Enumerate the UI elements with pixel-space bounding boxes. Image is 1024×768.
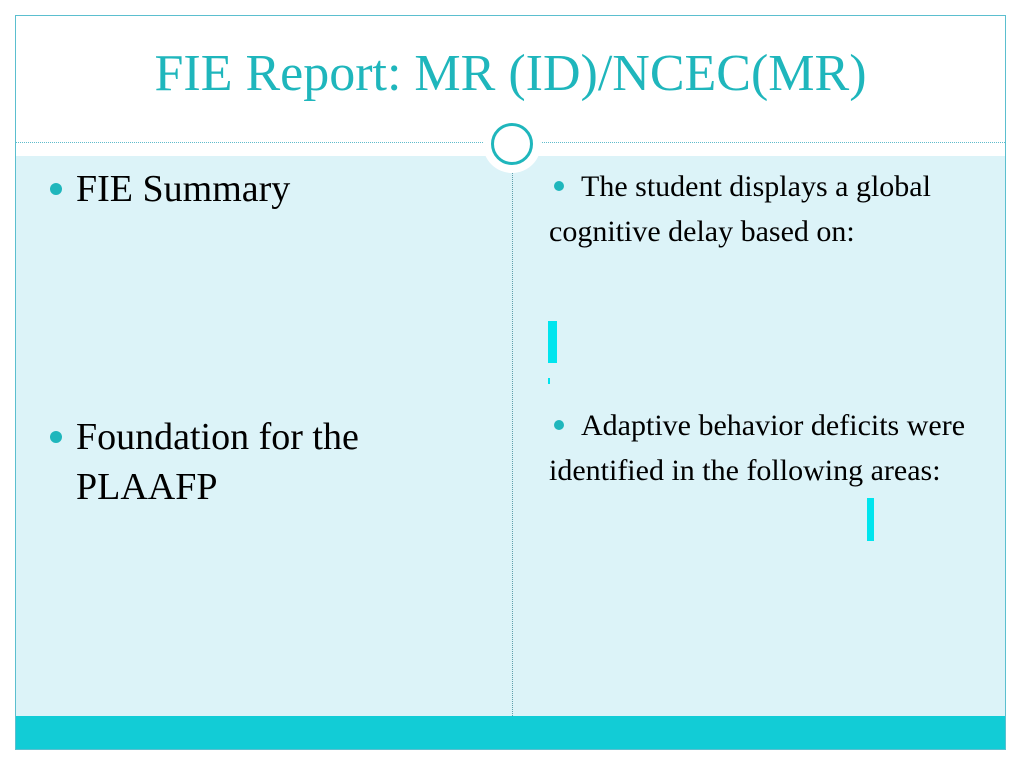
bullet-text: FIE Summary	[76, 168, 291, 210]
bullet-dot-icon	[554, 420, 564, 430]
circle-ornament-icon	[483, 115, 541, 173]
text-cursor-marker	[867, 498, 874, 541]
text-cursor-marker	[548, 321, 557, 363]
bullet-dot-icon	[50, 431, 62, 443]
column-divider	[512, 156, 513, 716]
bullet-dot-icon	[50, 183, 62, 195]
ring-icon	[491, 123, 533, 165]
bullet-dot-icon	[554, 181, 564, 191]
slide	[15, 15, 1006, 750]
bullet-text: Foundation for the PLAAFP	[76, 416, 359, 508]
left-bullet-foundation	[50, 412, 480, 512]
slide-title: FIE Report: MR (ID)/NCEC(MR)	[154, 45, 867, 102]
bullet-text: Adaptive behavior deficits were identified in the following areas:	[549, 409, 966, 487]
left-bullet-fie-summary	[50, 164, 480, 214]
right-bullet-adaptive-behavior	[549, 403, 979, 493]
text-cursor-marker-small	[548, 378, 550, 384]
bullet-text: The student displays a global cognitive delay based on:	[549, 170, 931, 248]
bottom-accent-band	[16, 716, 1005, 750]
right-bullet-cognitive-delay	[549, 164, 979, 254]
